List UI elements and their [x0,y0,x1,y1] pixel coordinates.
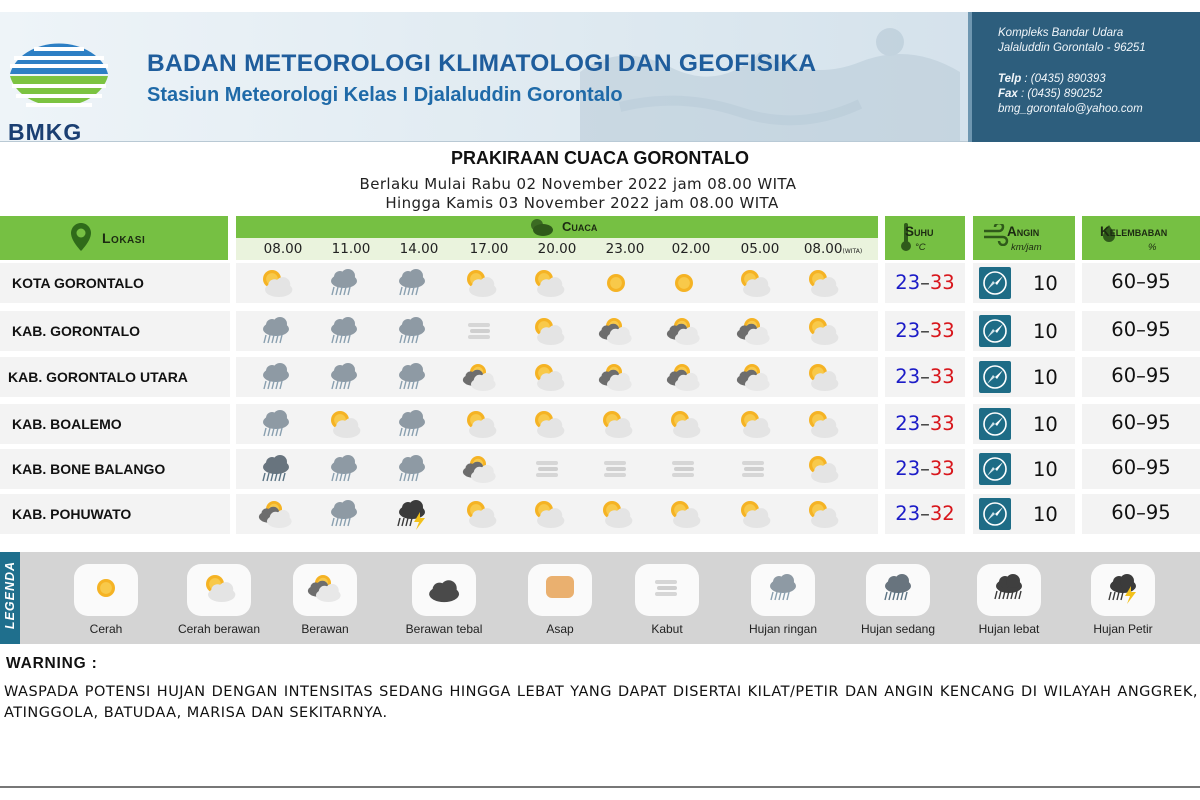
address-line-1: Kompleks Bandar Udara [998,27,1124,39]
station-name: Stasiun Meteorologi Kelas I Djalaluddin Gorontalo [147,84,623,106]
wind-speed: 10 [1033,272,1058,295]
temperature-range [885,494,965,534]
cerah-berawan-icon [187,564,251,616]
hujan-ringan-icon [322,451,366,487]
wind-cell [973,494,1075,534]
cerah-berawan-icon [458,265,502,301]
legend-item [384,560,504,640]
berawan-icon [662,359,706,395]
temp-separator: – [920,502,930,525]
cerah-berawan-icon [800,313,844,349]
legend-label: Hujan sedang [860,622,936,636]
temp-separator: – [920,271,930,294]
temp-separator: – [920,319,930,342]
hujan-ringan-icon [254,313,298,349]
cuaca-label: Cuaca [562,219,598,234]
hujan-ringan-icon [322,265,366,301]
temp-max: 33 [929,457,955,480]
time-slot: 08.00 [263,241,303,257]
time-slot: 14.00 [399,241,439,257]
cerah-berawan-icon [526,313,570,349]
wind-icon [983,224,1009,246]
time-slot: 17.00 [469,241,509,257]
legend-item [265,560,385,640]
compass-icon [979,453,1011,485]
temp-max: 32 [929,502,955,525]
temp-max: 33 [929,271,955,294]
temp-min: 23 [895,271,921,294]
column-header-cuaca [236,216,878,238]
cerah-berawan-icon [322,406,366,442]
compass-icon [979,498,1011,530]
wind-speed: 10 [1033,458,1058,481]
temp-separator: – [920,365,930,388]
weather-row [236,449,878,489]
address-line-2: Jalaluddin Gorontalo - 96251 [998,42,1146,54]
berawan-icon [293,564,357,616]
temp-max: 33 [929,412,955,435]
cloud-sun-icon [528,217,554,237]
legend-item [723,560,843,640]
hujan-ringan-icon [390,313,434,349]
wind-cell [973,263,1075,303]
humidity-range: 60–95 [1082,449,1200,489]
kabut-icon [662,451,706,487]
fax-label: Fax [998,88,1018,100]
temp-separator: – [920,412,930,435]
legend-item [1063,560,1183,640]
hujan-ringan-icon [322,496,366,532]
cerah-berawan-icon [800,359,844,395]
berawan-icon [662,313,706,349]
legend-label: Asap [546,622,574,636]
temp-max: 33 [929,365,955,388]
cerah-berawan-icon [662,496,706,532]
temp-min: 23 [895,319,921,342]
compass-icon [979,408,1011,440]
wind-cell [973,404,1075,444]
wind-speed: 10 [1033,503,1058,526]
cerah-berawan-icon [732,406,776,442]
location-name: KAB. BOALEMO [0,404,230,444]
cerah-berawan-icon [526,406,570,442]
cerah-berawan-icon [662,406,706,442]
cerah-berawan-icon [800,406,844,442]
time-zone-tag: (WITA) [842,248,863,255]
telp-value: : (0435) 890393 [1021,73,1106,85]
logo-text: BMKG [8,119,83,145]
cerah-berawan-icon [800,496,844,532]
cerah-icon [74,564,138,616]
wind-cell [973,449,1075,489]
humidity-range: 60–95 [1082,357,1200,397]
time-slot: 02.00 [671,241,711,257]
legend-label: Cerah berawan [177,622,261,636]
hujan-lebat-icon [977,564,1041,616]
location-name: KAB. GORONTALO [0,311,230,351]
wind-speed: 10 [1033,413,1058,436]
angin-label: Angin [1007,224,1040,239]
temperature-range [885,263,965,303]
email-link[interactable]: bmg_gorontalo@yahoo.com [998,103,1143,115]
legend-label: Berawan tebal [405,622,483,636]
forecast-title: PRAKIRAAN CUACA GORONTALO [451,148,749,168]
bottom-divider [0,786,1200,788]
kabut-icon [594,451,638,487]
warning-title: WARNING : [6,655,98,672]
weather-row [236,404,878,444]
weather-row [236,311,878,351]
hujan-ringan-icon [390,406,434,442]
berawan-icon [458,451,502,487]
kelembaban-label: Kelembaban [1100,224,1168,239]
hujan-ringan-icon [254,359,298,395]
temperature-range [885,449,965,489]
cerah-berawan-icon [526,265,570,301]
angin-unit: km/jam [1011,242,1042,253]
temp-min: 23 [895,457,921,480]
time-slot: 23.00 [605,241,645,257]
temperature-range [885,357,965,397]
kabut-icon [732,451,776,487]
cerah-berawan-icon [800,451,844,487]
column-header-angin [973,216,1075,260]
berawan-icon [254,496,298,532]
bmkg-header [0,12,1200,145]
telp-label: Telp [998,73,1022,85]
valid-from: Berlaku Mulai Rabu 02 November 2022 jam 08.00 WITA [359,175,797,193]
temp-separator: – [920,457,930,480]
time-slot: 05.00 [740,241,780,257]
hujan-sedang-icon [254,451,298,487]
legend-label: Hujan Petir [1093,622,1153,636]
legend-label: Hujan lebat [978,622,1040,636]
temp-min: 23 [895,412,921,435]
cerah-berawan-icon [458,496,502,532]
kabut-icon [526,451,570,487]
wind-cell [973,311,1075,351]
legend-tab [0,552,20,644]
suhu-unit: °C [915,242,926,253]
suhu-label: Suhu [905,224,934,239]
cerah-berawan-icon [800,265,844,301]
compass-icon [979,361,1011,393]
cerah-berawan-icon [526,359,570,395]
lokasi-label: Lokasi [102,230,146,246]
column-header-suhu [885,216,965,260]
berawan-tebal-icon [412,564,476,616]
weather-row [236,357,878,397]
hujan-sedang-icon [866,564,930,616]
valid-to: Hingga Kamis 03 November 2022 jam 08.00 WITA [385,194,779,212]
humidity-range: 60–95 [1082,311,1200,351]
org-title: BADAN METEOROLOGI KLIMATOLOGI DAN GEOFISIKA [147,50,817,77]
kabut-icon [635,564,699,616]
cerah-icon [662,265,706,301]
berawan-icon [732,359,776,395]
fax-line [998,87,1200,102]
telp-line [998,72,1200,87]
hujan-ringan-icon [322,359,366,395]
humidity-range: 60–95 [1082,494,1200,534]
weather-row [236,263,878,303]
legend-item [500,560,620,640]
hujan-ringan-icon [390,359,434,395]
hujan-ringan-icon [390,265,434,301]
bmkg-logo-icon [4,32,114,127]
time-slot: 20.00 [537,241,577,257]
hujan-petir-icon [1091,564,1155,616]
cerah-icon [594,265,638,301]
weather-row [236,494,878,534]
humidity-range: 60–95 [1082,263,1200,303]
location-name: KAB. GORONTALO UTARA [0,357,230,397]
cerah-berawan-icon [594,496,638,532]
legend-label: Hujan ringan [748,622,818,636]
hujan-petir-icon [390,496,434,532]
location-name: KOTA GORONTALO [0,263,230,303]
legend [0,552,1200,644]
cerah-berawan-icon [732,496,776,532]
hujan-ringan-icon [390,451,434,487]
compass-icon [979,315,1011,347]
legend-item [159,560,279,640]
berawan-icon [594,359,638,395]
column-header-kelembaban [1082,216,1200,260]
cerah-berawan-icon [594,406,638,442]
cerah-berawan-icon [458,406,502,442]
column-header-lokasi [0,216,228,260]
temp-max: 33 [929,319,955,342]
temperature-range [885,404,965,444]
cerah-berawan-icon [254,265,298,301]
time-slot-last [788,241,878,257]
legend-item [838,560,958,640]
legend-item [46,560,166,640]
location-name: KAB. BONE BALANGO [0,449,230,489]
berawan-icon [732,313,776,349]
legend-label: Berawan [301,622,349,636]
contact-box [968,12,1200,142]
humidity-range: 60–95 [1082,404,1200,444]
wind-speed: 10 [1033,366,1058,389]
temp-min: 23 [895,502,921,525]
kabut-icon [458,313,502,349]
berawan-icon [594,313,638,349]
fax-value: : (0435) 890252 [1017,88,1103,100]
legend-tab-label: LEGENDA [3,560,17,630]
berawan-icon [458,359,502,395]
time-header-row [236,238,878,260]
asap-icon [528,564,592,616]
time-slot-last-value: 08.00 [803,241,843,257]
legend-label: Cerah [89,622,123,636]
wind-speed: 10 [1033,320,1058,343]
hujan-ringan-icon [751,564,815,616]
time-slot: 11.00 [331,241,371,257]
legend-label: Kabut [651,622,683,636]
kelembaban-unit: % [1148,242,1157,253]
location-name: KAB. POHUWATO [0,494,230,534]
legend-item [949,560,1069,640]
hujan-ringan-icon [322,313,366,349]
cerah-berawan-icon [732,265,776,301]
warning-text: WASPADA POTENSI HUJAN DENGAN INTENSITAS SEDANG HINGGA LEBAT YANG DAPAT DISERTAI KILAT/PETIR DAN ANGIN KENCANG DI WILAYAH ANGGREK, ATINGGOLA, BATUDAA, MARISA DAN SEKITARNYA. [4,684,1198,721]
compass-icon [979,267,1011,299]
wind-cell [973,357,1075,397]
location-pin-icon [70,222,92,252]
temperature-range [885,311,965,351]
legend-item [607,560,727,640]
cerah-berawan-icon [526,496,570,532]
temp-min: 23 [895,365,921,388]
hujan-ringan-icon [254,406,298,442]
